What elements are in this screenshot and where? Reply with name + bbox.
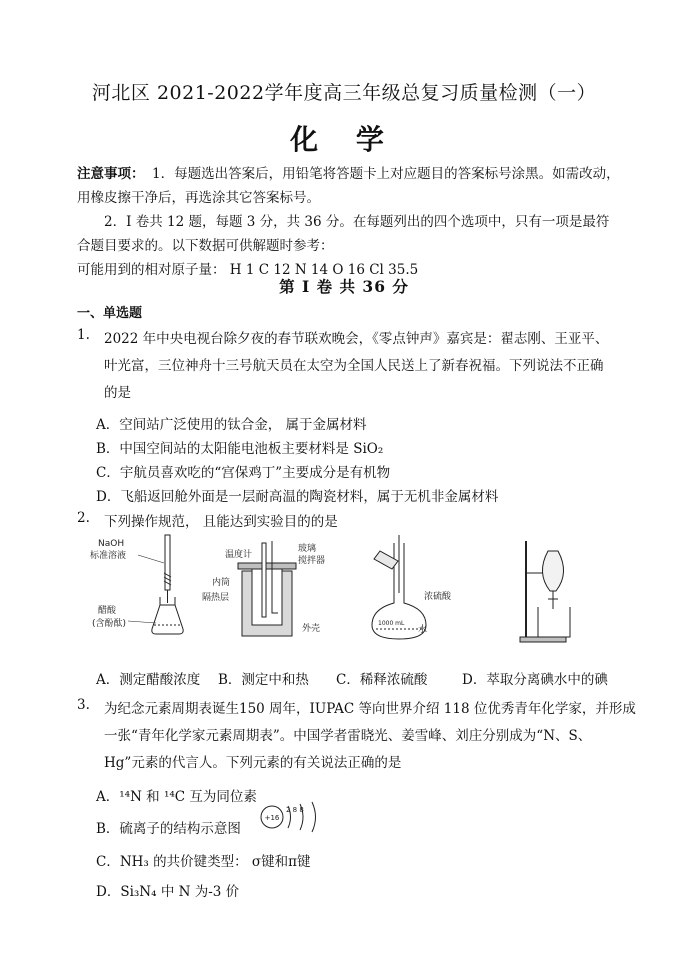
q2-number: 2. — [77, 510, 90, 526]
q2-option-c: C．稀释浓硫酸 — [336, 672, 428, 688]
exam-title: 河北区 2021-2022学年度高三年级总复习质量检测（一） — [91, 82, 597, 104]
sulfide-ion-structure-diagram — [258, 798, 330, 836]
glass-stirrer-label-2: 搅拌器 — [298, 556, 326, 566]
q3-stem-line-2: 一张“青年化学家元素周期表”。中国学者雷晓光、姜雪峰、刘庄分别成为“N、S、 — [104, 728, 592, 744]
titration-apparatus — [152, 535, 183, 634]
q3-option-d: D．Si₃N₄ 中 N 为-3 价 — [96, 884, 240, 900]
phenolphthalein-label: (含酚酞) — [92, 619, 127, 629]
q1-option-a: A．空间站广泛使用的钛合金， 属于金属材料 — [96, 417, 367, 433]
q3-stem-line-1: 为纪念元素周期表诞生150 周年，IUPAC 等向世界介绍 118 位优秀青年化学家，并形成 — [104, 701, 636, 717]
flask-volume-label: 1000 mL — [378, 620, 405, 627]
q1-stem-line-3: 的是 — [104, 385, 131, 401]
thermometer-label: 温度计 — [225, 550, 253, 560]
atomic-mass-line: 可能用到的相对原子量： H 1 C 12 N 14 O 16 Cl 35.5 — [77, 262, 419, 278]
insulation-label: 隔热层 — [202, 593, 230, 603]
acetic-acid-label: 醋酸 — [98, 606, 117, 616]
q2-option-b: B．测定中和热 — [218, 672, 309, 688]
electron-shells-label: 2 8 8 — [286, 806, 304, 814]
section-title: 第 I 卷 共 36 分 — [279, 277, 409, 296]
inner-cylinder-label: 内筒 — [212, 578, 231, 588]
separatory-funnel — [520, 541, 570, 642]
q2-option-a: A．测定醋酸浓度 — [96, 672, 201, 688]
q1-stem-line-2: 叶光富，三位神舟十三号航天员在太空为全国人民送上了新春祝福。下列说法不正确 — [104, 358, 604, 374]
naoh-label-2: 标准溶液 — [90, 551, 127, 561]
q1-option-d: D．飞船返回舱外面是一层耐高温的陶瓷材料，属于无机非金属材料 — [96, 489, 499, 505]
notice-label: 注意事项： — [77, 166, 145, 182]
notice-line-4: 合题目要求的。以下数据可供解题时参考： — [77, 238, 334, 254]
notice-line-3: 2．I 卷共 12 题，每题 3 分，共 36 分。在每题列出的四个选项中，只有一项是最符 — [104, 214, 610, 230]
glass-stirrer-label-1: 玻璃 — [298, 544, 317, 554]
q3-number: 3. — [77, 697, 90, 713]
q3-option-a: A．¹⁴N 和 ¹⁴C 互为同位素 — [96, 789, 257, 805]
q1-option-c: C．宇航员喜欢吃的“宫保鸡丁”主要成分是有机物 — [96, 465, 391, 481]
q2-option-d: D．萃取分离碘水中的碘 — [462, 672, 608, 688]
part-heading: 一、单选题 — [77, 306, 143, 321]
notice-line-2: 用橡皮擦干净后，再选涂其它答案标号。 — [77, 190, 320, 206]
notice-line-1: 1．每题选出答案后，用铅笔将答题卡上对应题目的答案标号涂黑。如需改动， — [152, 166, 620, 182]
q1-option-b: B．中国空间站的太阳能电池板主要材料是 SiO₂ — [96, 441, 384, 457]
naoh-label-1: NaOH — [98, 539, 125, 549]
q2-stem: 下列操作规范， 且能达到实验目的的是 — [104, 514, 338, 530]
subject-title: 化 学 — [290, 123, 398, 156]
nucleus-charge-label: +16 — [264, 814, 280, 822]
q3-stem-line-3: Hg”元素的代言人。下列元素的有关说法正确的是 — [104, 755, 402, 771]
conc-sulfuric-label: 浓硫酸 — [424, 592, 452, 602]
q1-number: 1. — [77, 327, 90, 343]
q3-option-b: B．硫离子的结构示意图 — [96, 821, 241, 837]
q1-stem-line-1: 2022 年中央电视台除夕夜的春节联欢晚会，《零点钟声》嘉宾是：翟志刚、王亚平、 — [104, 331, 609, 347]
outer-shell-label: 外壳 — [302, 624, 321, 634]
water-label: 水 — [418, 625, 428, 635]
q2-apparatus-figure — [80, 533, 640, 648]
q3-option-c: C．NH₃ 的共价键类型： σ键和π键 — [96, 854, 311, 870]
